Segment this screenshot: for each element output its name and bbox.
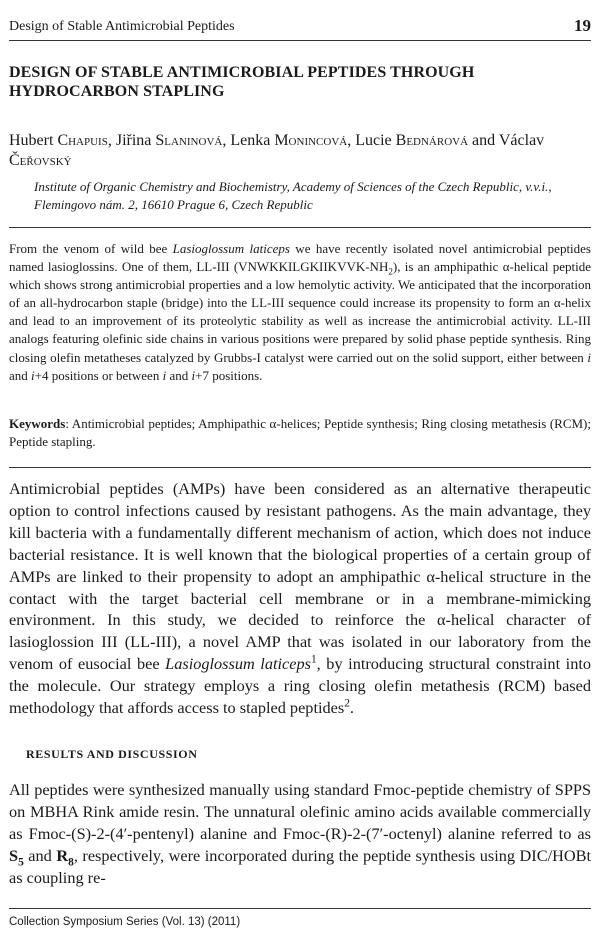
author-list: Hubert Chapuis, Jiřina Slaninová, Lenka Monincová, Lucie Bednárová and Václav Čeřovský: [9, 132, 545, 169]
results-paragraph: All peptides were synthesized manually using standard Fmoc-peptide chemistry of SPPS on MBHA Rink amide resin. The unnatural olefinic amino acids available commercially as Fmoc-(S)-2-(4′-pentenyl) alanine and Fmoc-(R)-2-(7′-octenyl) alanine referred to as $S_5$ and $R_8$, respectively, were incorporated during the peptide synthesis using DIC/HOBt as coupling re-: [9, 780, 591, 887]
footer-divider: [9, 908, 591, 909]
author-3: Lenka Monincová: [230, 132, 348, 149]
article-title: DESIGN OF STABLE ANTIMICROBIAL PEPTIDES THROUGH HYDROCARBON STAPLING: [9, 64, 475, 100]
page-number: 19: [574, 16, 591, 35]
author-5: Václav Čeřovský: [9, 132, 545, 169]
abstract: From the venom of wild bee Lasioglossum laticeps we have recently isolated novel antimicrobial peptides named lasioglossins. One of them, LL-III $(VNWKKILGKIIKVVK-NH_2)$, is an amphipathic α-helical peptide which shows strong antimicrobial properties and a low hemolytic activity. We anticipated that the incorporation of an all-hydrocarbon staple (bridge) into the LL-III sequence could increase its propensity to form an α-helix and lead to an improvement of its proteolytic stability as well as increase the antimicrobial activity. LL-III analogs featuring olefinic side chains in various positions were prepared by solid phase peptide synthesis. Ring closing olefin metatheses catalyzed by Grubbs-I catalyst were carried out on the solid support, either between i and i+4 positions or between i and i+7 positions.: [9, 241, 591, 383]
author-2: Jiřina Slaninová: [115, 132, 223, 149]
running-head-title: Design of Stable Antimicrobial Peptides: [9, 19, 235, 34]
author-4: Lucie Bednárová: [355, 132, 469, 149]
abstract-top-divider: [9, 227, 591, 228]
keywords: Keywords: Antimicrobial peptides; Amphipathic α-helices; Peptide synthesis; Ring closing metathesis (RCM); Peptide stapling.: [9, 416, 591, 449]
footer-citation: Collection Symposium Series (Vol. 13) (2011): [9, 916, 241, 928]
section-heading-results: RESULTS AND DISCUSSION: [26, 747, 198, 761]
running-head: [9, 16, 591, 38]
intro-paragraph: Antimicrobial peptides (AMPs) have been considered as an alternative therapeutic option to control infections caused by resistant pathogens. As the main advantage, they kill bacteria with a fundamentally different mechanism of action, which does not induce bacterial resistance. It is well known that the biological properties of a certain group of AMPs are linked to their propensity to adopt an amphipathic α-helical structure in the contact with the target bacterial cell membrane or in a membrane-mimicking environment. In this study, we decided to reinforce the α-helical character of lasioglossion III (LL-III), a novel AMP that was isolated in our laboratory from the venom of eusocial bee Lasioglossum laticeps$^1$, by introducing structural constraint into the molecule. Our strategy employs a ring closing olefin metathesis (RCM) based methodology that affords access to stapled peptides$^2$.: [9, 479, 591, 718]
keywords-label: Keywords: [9, 416, 66, 431]
header-divider: [9, 40, 591, 41]
author-1: Hubert Chapuis: [9, 132, 108, 149]
abstract-bottom-divider: [9, 467, 591, 468]
affiliation: Institute of Organic Chemistry and Biochemistry, Academy of Sciences of the Czech Republic, v.v.i., Flemingovo nám. 2, 16610 Prague 6, Czech Republic: [34, 179, 552, 212]
